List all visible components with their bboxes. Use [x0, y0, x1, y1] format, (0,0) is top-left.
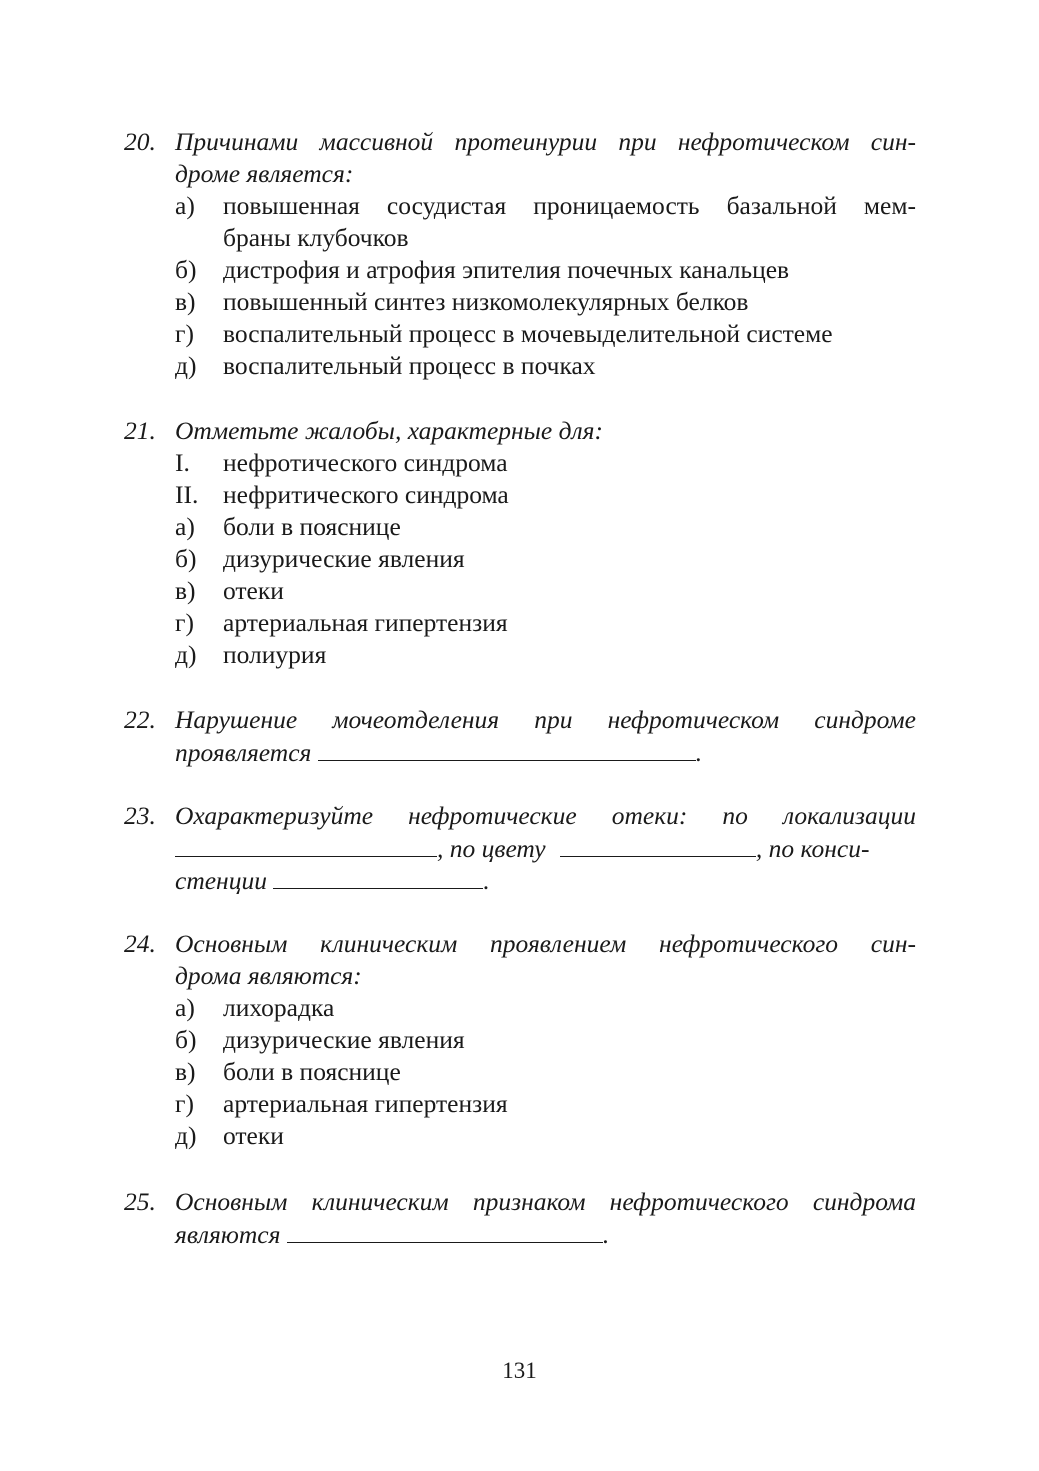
- option-text: дистрофия и атрофия эпителия почечных канальцев: [223, 255, 790, 284]
- option-text: дизурические явления: [223, 544, 465, 573]
- option-label: г): [175, 608, 194, 637]
- question-line: [124, 928, 916, 960]
- option-label: в): [175, 576, 196, 605]
- option-label: в): [175, 287, 196, 316]
- option-label: а): [175, 993, 195, 1022]
- question-text: стенции: [175, 866, 267, 895]
- option-label: а): [175, 512, 195, 541]
- question-text: дроме является:: [175, 159, 354, 188]
- question-23: [124, 800, 916, 896]
- option-text: полиурия: [223, 640, 327, 669]
- answer-option: [124, 1088, 916, 1120]
- option-text: артериальная гипертензия: [223, 1089, 508, 1118]
- question-line: [124, 960, 916, 992]
- option-label: а): [175, 191, 195, 220]
- answer-option: [124, 992, 916, 1024]
- question-text: проявляется: [175, 738, 312, 767]
- answer-blank[interactable]: [287, 1218, 603, 1243]
- answer-option-continuation: [124, 222, 916, 254]
- page-number: 131: [502, 1358, 537, 1383]
- question-text: .: [602, 1220, 610, 1249]
- option-label: д): [175, 640, 197, 669]
- option-label: I.: [175, 448, 190, 477]
- question-line: [124, 864, 916, 896]
- question-text: , по цвету: [437, 834, 546, 863]
- option-label: б): [175, 544, 197, 573]
- answer-blank-consistency[interactable]: [273, 864, 483, 889]
- option-text: отеки: [223, 576, 284, 605]
- question-text: дрома являются:: [175, 961, 362, 990]
- answer-option: [124, 254, 916, 286]
- option-text: браны клубочков: [223, 223, 409, 252]
- question-number: 21.: [124, 416, 156, 445]
- question-number: 20.: [124, 127, 156, 156]
- option-text: воспалительный процесс в мочевыделительной системе: [223, 319, 833, 348]
- option-text: артериальная гипертензия: [223, 608, 508, 637]
- question-line: [124, 704, 916, 736]
- option-label: II.: [175, 480, 199, 509]
- question-line: [124, 1218, 916, 1250]
- question-line: [124, 415, 916, 447]
- question-line: [124, 832, 916, 864]
- option-text: нефритического синдрома: [223, 480, 509, 509]
- question-text: Основным клиническим признаком нефротического синдрома: [175, 1187, 916, 1216]
- answer-option: [124, 190, 916, 222]
- answer-option: [124, 639, 916, 671]
- question-number: 22.: [124, 705, 156, 734]
- question-22: [124, 704, 916, 768]
- answer-option: [124, 607, 916, 639]
- question-line: [124, 1186, 916, 1218]
- option-text: дизурические явления: [223, 1025, 465, 1054]
- question-line: [124, 736, 916, 768]
- question-text: Основным клиническим проявлением нефротического син-: [175, 929, 916, 958]
- option-label: д): [175, 1121, 197, 1150]
- option-text: боли в пояснице: [223, 1057, 401, 1086]
- question-number: 23.: [124, 801, 156, 830]
- answer-blank[interactable]: [318, 736, 696, 761]
- option-label: г): [175, 1089, 194, 1118]
- question-text: Нарушение мочеотделения при нефротическом синдроме: [175, 705, 916, 734]
- answer-option: [124, 1120, 916, 1152]
- option-label: б): [175, 255, 197, 284]
- option-text: боли в пояснице: [223, 512, 401, 541]
- question-text: Охарактеризуйте нефротические отеки: по локализации: [175, 801, 916, 830]
- option-label: г): [175, 319, 194, 348]
- option-text: лихорадка: [223, 993, 335, 1022]
- option-text: воспалительный процесс в почках: [223, 351, 596, 380]
- question-text: Отметьте жалобы, характерные для:: [175, 416, 603, 445]
- question-text: .: [695, 738, 703, 767]
- answer-blank-color[interactable]: [560, 832, 756, 857]
- answer-option: [124, 286, 916, 318]
- question-24: [124, 928, 916, 1152]
- question-number: 24.: [124, 929, 156, 958]
- option-label: б): [175, 1025, 197, 1054]
- question-25: [124, 1186, 916, 1250]
- question-text: Причинами массивной протеинурии при нефротическом син-: [175, 127, 916, 156]
- question-text: .: [483, 866, 490, 895]
- answer-option: [124, 318, 916, 350]
- answer-option: [124, 350, 916, 382]
- option-label: д): [175, 351, 197, 380]
- answer-option: [124, 1056, 916, 1088]
- answer-blank-localization[interactable]: [175, 832, 437, 857]
- option-text: нефротического синдрома: [223, 448, 508, 477]
- option-label: в): [175, 1057, 196, 1086]
- question-line: [124, 126, 916, 158]
- option-text: повышенная сосудистая проницаемость базальной мем-: [223, 191, 916, 220]
- answer-option: [124, 1024, 916, 1056]
- question-line: [124, 158, 916, 190]
- answer-option: [124, 511, 916, 543]
- question-20: [124, 126, 916, 382]
- answer-option: [124, 543, 916, 575]
- option-text: повышенный синтез низкомолекулярных белков: [223, 287, 749, 316]
- question-text: , по конси-: [755, 834, 870, 863]
- question-number: 25.: [124, 1187, 156, 1216]
- option-text: отеки: [223, 1121, 284, 1150]
- question-text: являются: [175, 1220, 281, 1249]
- answer-option: [124, 447, 916, 479]
- answer-option: [124, 479, 916, 511]
- question-line: [124, 800, 916, 832]
- question-21: [124, 415, 916, 671]
- answer-option: [124, 575, 916, 607]
